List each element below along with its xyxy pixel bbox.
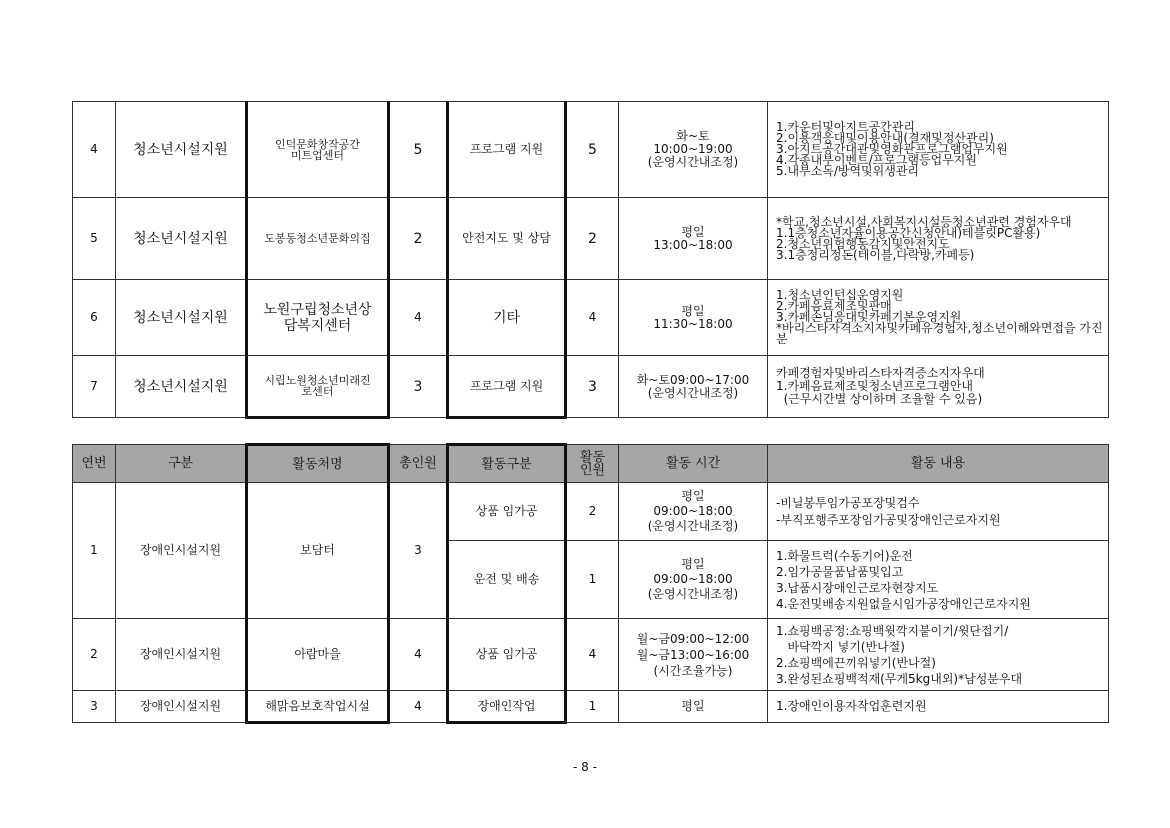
activity-cell: 프로그램 지원 <box>448 102 566 198</box>
row-number: 2 <box>73 619 116 691</box>
total-cell: 3 <box>389 483 448 619</box>
total-cell: 2 <box>389 198 448 280</box>
total-cell: 4 <box>389 280 448 356</box>
time-cell: 화~토09:00~17:00 (운영시간내조정) <box>619 356 768 418</box>
count-cell: 4 <box>566 619 619 691</box>
table-row <box>73 280 1109 356</box>
header-place: 활동처명 <box>247 445 389 483</box>
place-cell: 노원구립청소년상 담복지센터 <box>247 280 389 356</box>
time-cell: 월~금09:00~12:00 월~금13:00~16:00 (시간조율가능) <box>619 619 768 691</box>
row-number: 7 <box>73 356 116 418</box>
time-cell: 평일 <box>619 691 768 723</box>
activity-cell: 장애인작업 <box>448 691 566 723</box>
time-cell: 화~토 10:00~19:00 (운영시간내조정) <box>619 102 768 198</box>
header-total: 총인원 <box>389 445 448 483</box>
total-cell: 4 <box>389 619 448 691</box>
content-cell: *학교,청소년시설,사회복지시설등청소년관련 경험자우대 1.1층청소년자율이용공간신청안내)테블릿PC활용) 2.청소년위험행동감지및안전지도 3.1층정리정돈(테이블,다락방,카페등) <box>768 198 1109 280</box>
content-cell: 1.카운터및아지트공간관리 2.이용객응대및이용안내(결재및정산관리) 3.아지트공간대관및영화관프로그램업무지원 4.각종내부이벤트/프로그램등업무지원 5.내부소독/방역및위생관리 <box>768 102 1109 198</box>
place-cell: 도봉동청소년문화의집 <box>247 198 389 280</box>
header-content: 활동 내용 <box>768 445 1109 483</box>
row-number: 1 <box>73 483 116 619</box>
count-cell: 2 <box>566 483 619 541</box>
activity-cell: 상품 임가공 <box>448 483 566 541</box>
place-cell: 시립노원청소년미래진 로센터 <box>247 356 389 418</box>
place-cell: 해맑음보호작업시설 <box>247 691 389 723</box>
header-count: 활동 인원 <box>566 445 619 483</box>
category-cell: 청소년시설지원 <box>116 102 247 198</box>
count-cell: 1 <box>566 691 619 723</box>
category-cell: 장애인시설지원 <box>116 619 247 691</box>
count-cell: 1 <box>566 541 619 619</box>
activity-cell: 프로그램 지원 <box>448 356 566 418</box>
place-cell: 보담터 <box>247 483 389 619</box>
row-number: 6 <box>73 280 116 356</box>
row-number: 3 <box>73 691 116 723</box>
header-no: 연번 <box>73 445 116 483</box>
category-cell: 청소년시설지원 <box>116 280 247 356</box>
total-cell: 5 <box>389 102 448 198</box>
activity-cell: 운전 및 배송 <box>448 541 566 619</box>
activity-cell: 상품 임가공 <box>448 619 566 691</box>
table-row <box>73 483 1109 541</box>
count-cell: 4 <box>566 280 619 356</box>
row-number: 5 <box>73 198 116 280</box>
row-number: 4 <box>73 102 116 198</box>
header-row <box>73 445 1109 483</box>
table-row <box>73 356 1109 418</box>
time-cell: 평일 11:30~18:00 <box>619 280 768 356</box>
disability-facility-table <box>72 443 1109 724</box>
table-row <box>73 619 1109 691</box>
table-row <box>73 102 1109 198</box>
time-cell: 평일 09:00~18:00 (운영시간내조정) <box>619 541 768 619</box>
content-cell: 카페경험자및바리스타자격증소지자우대 1.카페음료제조및청소년프로그램안내 (근무시간별 상이하며 조율할 수 있음) <box>768 356 1109 418</box>
category-cell: 장애인시설지원 <box>116 691 247 723</box>
content-cell: -비닐봉투임가공포장및검수 -부직포행주포장임가공및장애인근로자지원 <box>768 483 1109 541</box>
youth-facility-table <box>72 101 1109 419</box>
header-time: 활동 시간 <box>619 445 768 483</box>
header-activity: 활동구분 <box>448 445 566 483</box>
count-cell: 3 <box>566 356 619 418</box>
table-row <box>73 198 1109 280</box>
header-category: 구분 <box>116 445 247 483</box>
content-cell: 1.장애인이용자작업훈련지원 <box>768 691 1109 723</box>
category-cell: 청소년시설지원 <box>116 356 247 418</box>
category-cell: 장애인시설지원 <box>116 483 247 619</box>
content-cell: 1.화물트럭(수동기어)운전 2.임가공물품납품및입고 3.납품시장애인근로자현장지도 4.운전및배송지원없을시임가공장애인근로자지원 <box>768 541 1109 619</box>
content-cell: 1.쇼핑백공정:쇼핑백윗깍지붙이기/윗단접기/ 바닥깍지 넣기(반나절) 2.쇼핑백에끈끼워넣기(반나절) 3.완성된쇼핑백적재(무게5kg내외)*남성분우대 <box>768 619 1109 691</box>
time-cell: 평일 09:00~18:00 (운영시간내조정) <box>619 483 768 541</box>
place-cell: 아람마을 <box>247 619 389 691</box>
total-cell: 3 <box>389 356 448 418</box>
place-cell: 인덕문화창작공간 미트업센터 <box>247 102 389 198</box>
activity-cell: 안전지도 및 상담 <box>448 198 566 280</box>
activity-cell: 기타 <box>448 280 566 356</box>
page-number: - 8 - <box>573 760 597 774</box>
category-cell: 청소년시설지원 <box>116 198 247 280</box>
count-cell: 5 <box>566 102 619 198</box>
table-row <box>73 691 1109 723</box>
count-cell: 2 <box>566 198 619 280</box>
total-cell: 4 <box>389 691 448 723</box>
time-cell: 평일 13:00~18:00 <box>619 198 768 280</box>
content-cell: 1.청소년인턴십운영지원 2.카페음료제조및판매 3.카페손님응대및카페기본운영지원 *바리스타자격소지자및카페유경험자,청소년이해와면접을 가진분 <box>768 280 1109 356</box>
